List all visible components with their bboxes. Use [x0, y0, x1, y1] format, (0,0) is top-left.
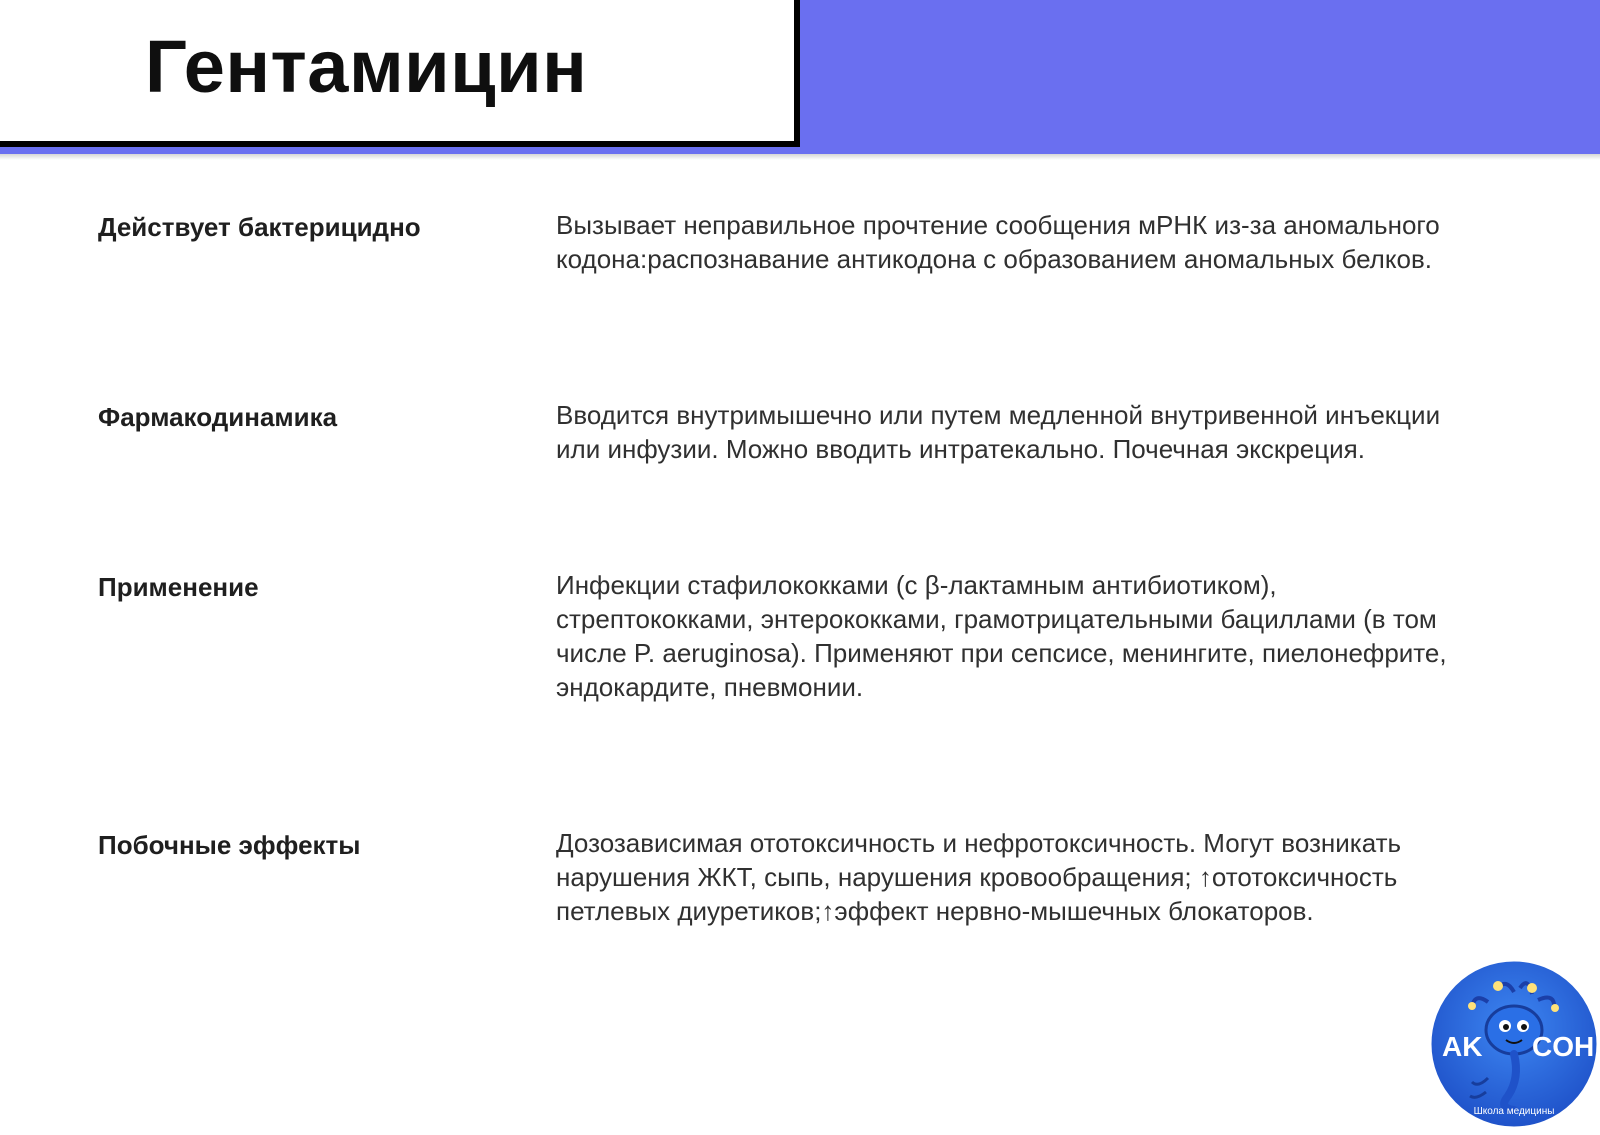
logo-left-text: AK — [1442, 1031, 1483, 1062]
row-label-usage: Применение — [98, 572, 259, 602]
logo-right-text: COH — [1532, 1031, 1595, 1062]
header-divider — [0, 154, 1600, 160]
row-text-pharmacodynamics: Вводится внутримышечно или путем медленной внутривенной инъекции или инфузии. Можно вводить интратекально. Почечная экскреция. — [556, 400, 1441, 464]
title-box — [0, 0, 800, 147]
logo-caption: Школа медицины — [1473, 1106, 1555, 1117]
slide-header — [0, 0, 1600, 154]
page-title: Гентамицин — [145, 25, 588, 108]
row-text-side-effects: Дозозависимая ототоксичность и нефротоксичность. Могут возникать нарушения ЖКТ, сыпь, нарушения кровообращения; ↑ототоксичность петлевых диуретиков;↑эффект нервно-мышечных блокаторов. — [556, 828, 1402, 926]
logo-graphic — [1428, 958, 1600, 1130]
row-text-usage: Инфекции стафилококками (с β-лактамным антибиотиком), стрептококками, энтерококками, грамотрицательными бациллами (в том числе P. aeruginosa). Применяют при сепсисе, менингите, пиелонефрите, эндокардите, пневмонии. — [556, 570, 1447, 702]
row-label-side-effects: Побочные эффекты — [98, 830, 361, 860]
row-label-action: Действует бактерицидно — [98, 212, 421, 242]
row-text-action: Вызывает неправильное прочтение сообщения мРНК из-за аномального кодона:распознавание антикодона с образованием аномальных белков. — [556, 210, 1440, 274]
row-label-pharmacodynamics: Фармакодинамика — [98, 402, 338, 432]
school-logo — [1428, 958, 1600, 1130]
